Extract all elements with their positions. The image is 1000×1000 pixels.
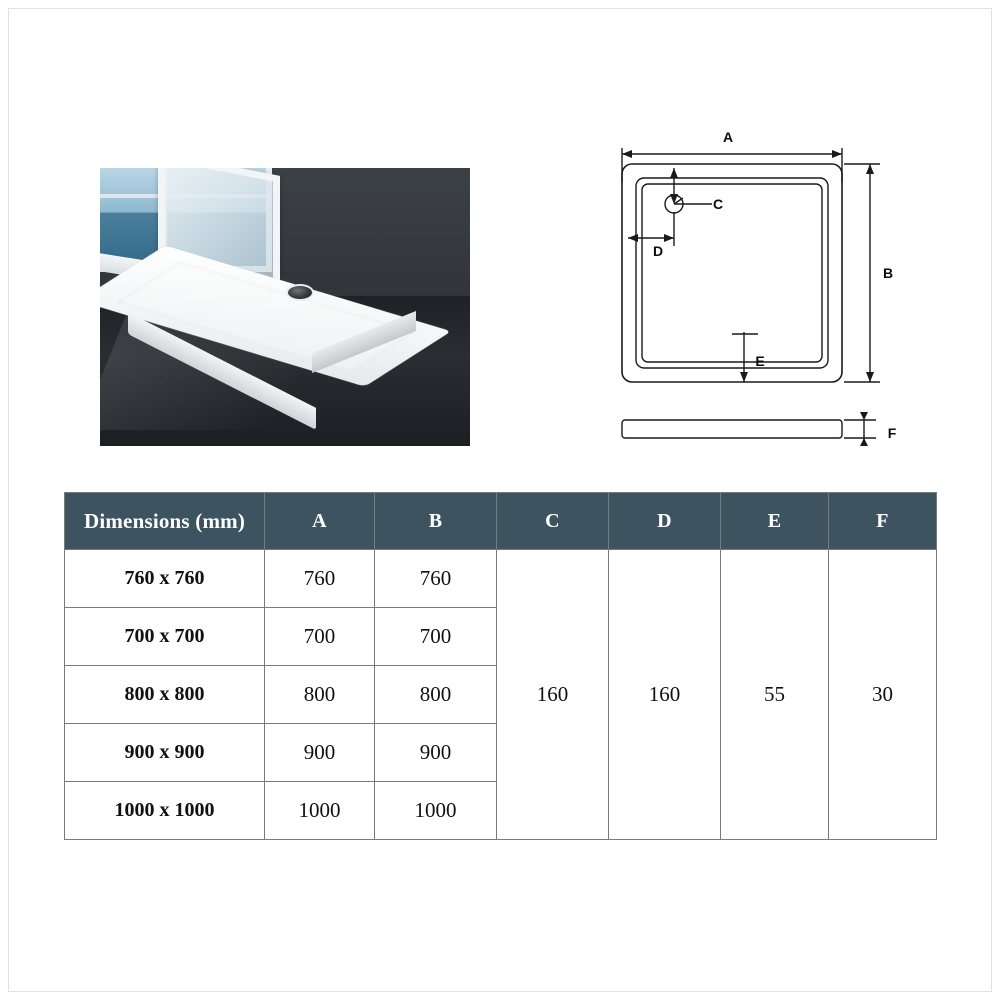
- table-header-row: [65, 493, 937, 550]
- cell-c-merged: 160: [497, 550, 609, 840]
- cell-a: 700: [265, 608, 375, 666]
- cell-size: 760 x 760: [65, 550, 265, 608]
- dim-a-arrow-right: [832, 150, 842, 158]
- table-row: [65, 550, 937, 608]
- table-header-a: A: [265, 493, 375, 550]
- cell-size: 900 x 900: [65, 724, 265, 782]
- cell-b: 760: [375, 550, 497, 608]
- tray-side-profile: [622, 420, 842, 438]
- label-c: C: [712, 196, 724, 212]
- dim-f-arrow-top: [860, 412, 868, 420]
- cell-a: 1000: [265, 782, 375, 840]
- tray-plan-outline: [622, 164, 842, 382]
- dim-d-arrow-right: [664, 234, 674, 242]
- cell-size: 1000 x 1000: [65, 782, 265, 840]
- dim-b-arrow-top: [866, 164, 874, 174]
- dim-f-arrow-bottom: [860, 438, 868, 446]
- tray-drain-icon: [286, 284, 314, 301]
- dim-a-arrow-left: [622, 150, 632, 158]
- product-photo: [100, 168, 470, 446]
- cell-size: 800 x 800: [65, 666, 265, 724]
- label-f: F: [887, 425, 897, 441]
- photo-shower-tray: [122, 256, 432, 406]
- dim-b-arrow-bottom: [866, 372, 874, 382]
- label-b: B: [882, 265, 894, 281]
- cell-b: 800: [375, 666, 497, 724]
- cell-a: 760: [265, 550, 375, 608]
- table-header-dimensions: Dimensions (mm): [65, 493, 265, 550]
- label-e: E: [755, 353, 765, 369]
- cell-size: 700 x 700: [65, 608, 265, 666]
- cell-a: 800: [265, 666, 375, 724]
- label-a: A: [722, 129, 734, 145]
- table-header-d: D: [609, 493, 721, 550]
- drawing-svg: [592, 120, 922, 470]
- cell-d-merged: 160: [609, 550, 721, 840]
- table-header-e: E: [721, 493, 829, 550]
- cell-b: 1000: [375, 782, 497, 840]
- cell-e-merged: 55: [721, 550, 829, 840]
- dimensions-table: [64, 492, 937, 840]
- dim-e-arrow-down: [740, 372, 748, 382]
- cell-b: 700: [375, 608, 497, 666]
- table-header-b: B: [375, 493, 497, 550]
- cell-f-merged: 30: [829, 550, 937, 840]
- cell-b: 900: [375, 724, 497, 782]
- table-header-c: C: [497, 493, 609, 550]
- technical-drawing: [592, 120, 922, 470]
- dim-d-arrow-left: [628, 234, 638, 242]
- table-header-f: F: [829, 493, 937, 550]
- dim-c-arrow-up: [670, 168, 678, 178]
- cell-a: 900: [265, 724, 375, 782]
- label-d: D: [652, 243, 664, 259]
